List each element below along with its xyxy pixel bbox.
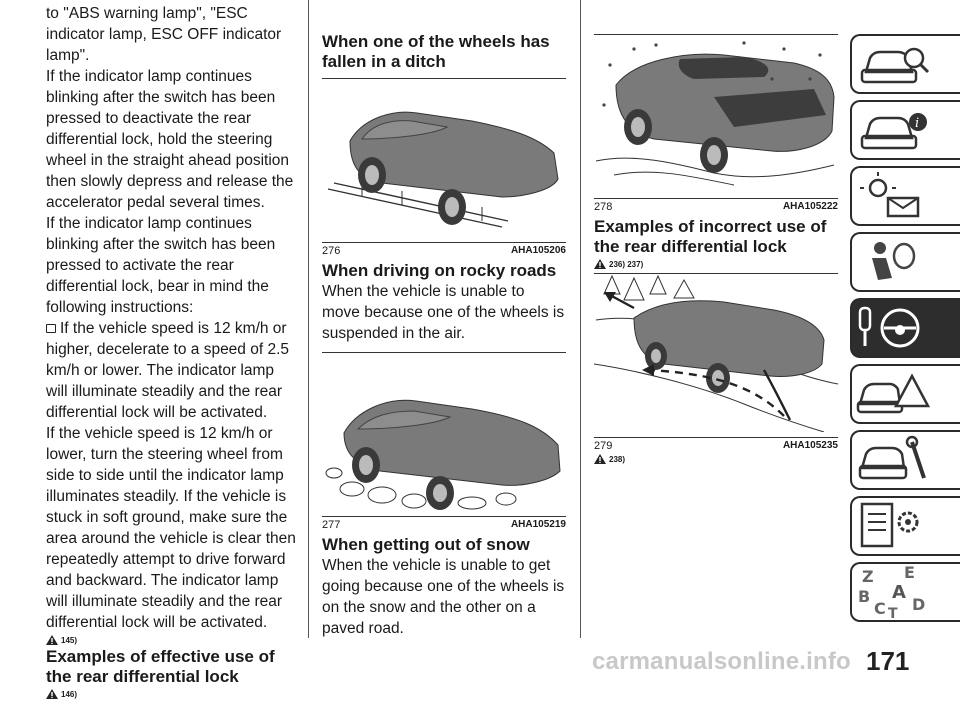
dashboard-lights-icon xyxy=(852,168,932,224)
figure-code: AHA105235 xyxy=(782,440,838,451)
warning-reference xyxy=(594,454,838,464)
section-heading: Examples of effective use of the rear differential lock xyxy=(46,647,275,686)
figure-number: 278 xyxy=(594,201,613,213)
watermark: carmanualsonline.info xyxy=(592,648,851,675)
figure-number: 277 xyxy=(322,519,341,531)
snow-text: When the vehicle is unable to get going because one of the wheels is on the snow and the other on a paved road. xyxy=(322,557,565,637)
tab-airbag-seat[interactable] xyxy=(850,232,960,292)
tab-key-steering-wheel[interactable] xyxy=(850,298,960,358)
column-divider-2 xyxy=(580,0,581,638)
figure-279 xyxy=(594,273,838,452)
bullet-text: If the vehicle speed is 12 km/h or higher, decelerate to a speed of 2.5 km/h or lower. The indicator lamp will illuminate steadily and the rear differential lock will be activated. xyxy=(46,320,290,421)
car-info-icon xyxy=(852,102,932,158)
alphabet-index-icon xyxy=(852,564,932,620)
warning-ref-text: 145) xyxy=(61,635,78,645)
warning-reference xyxy=(46,689,298,699)
section-heading-snow: When getting out of snow xyxy=(322,535,530,554)
index-letter: A xyxy=(892,582,906,603)
index-letter: B xyxy=(858,587,871,606)
figure-code: AHA105219 xyxy=(510,519,566,530)
warning-ref-text: 146) xyxy=(61,689,78,699)
index-letter: C xyxy=(874,599,886,618)
tab-car-info[interactable] xyxy=(850,100,960,160)
column-3 xyxy=(594,34,838,466)
column-1 xyxy=(46,3,298,701)
car-search-icon xyxy=(852,36,932,92)
warning-triangle-icon xyxy=(46,689,58,699)
illustration-snow xyxy=(594,35,838,193)
illustration-curve xyxy=(594,274,838,432)
warning-triangle-icon xyxy=(594,454,606,464)
car-warning-triangle-icon xyxy=(852,366,932,422)
index-letter: Z xyxy=(862,567,874,586)
section-heading-ditch: When one of the wheels has fallen in a ditch xyxy=(322,32,550,71)
tab-car-search[interactable] xyxy=(850,34,960,94)
paragraph-deactivate: If the indicator lamp continues blinking after the switch has been pressed to deactivate the rear differential lock, hold the steering wheel in the straight ahead position then slowly depress and release the accelerator pedal several times. xyxy=(46,68,294,211)
section-heading-rocky: When driving on rocky roads xyxy=(322,261,557,280)
svg-text:i: i xyxy=(915,116,920,131)
column-divider-1 xyxy=(308,0,309,638)
index-letter: D xyxy=(912,595,926,614)
warning-ref-text: 238) xyxy=(609,454,626,464)
bullet-box-icon xyxy=(46,324,56,333)
warning-ref-text: 236) 237) xyxy=(609,259,644,269)
airbag-seat-icon xyxy=(852,234,932,290)
figure-caption xyxy=(594,437,838,452)
key-steering-wheel-icon xyxy=(852,300,932,356)
figure-caption xyxy=(322,516,566,531)
tab-alphabet-index[interactable] xyxy=(850,562,960,622)
figure-code: AHA105206 xyxy=(510,245,566,256)
page-number: 171 xyxy=(866,646,910,676)
paragraph-activate: If the indicator lamp continues blinking after the switch has been pressed to activate the rear differential lock, bear in mind the following instructions: xyxy=(46,215,276,316)
figure-number: 276 xyxy=(322,245,341,257)
illustration-rocky-road xyxy=(322,353,566,511)
index-letter: T xyxy=(888,606,898,620)
tab-list-gear[interactable] xyxy=(850,496,960,556)
rocky-text: When the vehicle is unable to move because one of the wheels is suspended in the air. xyxy=(322,283,565,342)
figure-caption xyxy=(594,198,838,213)
illustration-ditch xyxy=(322,79,566,237)
warning-reference xyxy=(594,259,838,269)
tab-car-wrench[interactable] xyxy=(850,430,960,490)
bullet-item xyxy=(46,318,298,423)
index-letter: E xyxy=(904,564,915,582)
list-gear-icon xyxy=(852,498,932,554)
warning-triangle-icon xyxy=(46,635,58,645)
warning-triangle-icon xyxy=(594,259,606,269)
warning-reference xyxy=(46,635,298,645)
tab-car-warning[interactable] xyxy=(850,364,960,424)
figure-277 xyxy=(322,352,566,531)
figure-caption xyxy=(322,242,566,257)
column-2 xyxy=(322,32,566,639)
figure-number: 279 xyxy=(594,440,613,452)
paragraph-low-speed: If the vehicle speed is 12 km/h or lower, turn the steering wheel from side to side until the indicator lamp illuminates steadily. If the vehicle is stuck in soft ground, make sure the area around the vehicle is clear then repeatedly attempt to drive forward and backward. The indicator lamp will illuminate steadily and the rear differential lock will be activated. xyxy=(46,425,296,631)
car-wrench-icon xyxy=(852,432,932,488)
body-text xyxy=(46,3,298,633)
figure-278 xyxy=(594,34,838,213)
paragraph-intro: to "ABS warning lamp", "ESC indicator lamp, ESC OFF indicator lamp". xyxy=(46,5,282,64)
section-heading-incorrect: Examples of incorrect use of the rear differential lock xyxy=(594,217,827,256)
tab-dashboard-lights[interactable] xyxy=(850,166,960,226)
figure-code: AHA105222 xyxy=(782,201,838,212)
figure-276 xyxy=(322,78,566,257)
